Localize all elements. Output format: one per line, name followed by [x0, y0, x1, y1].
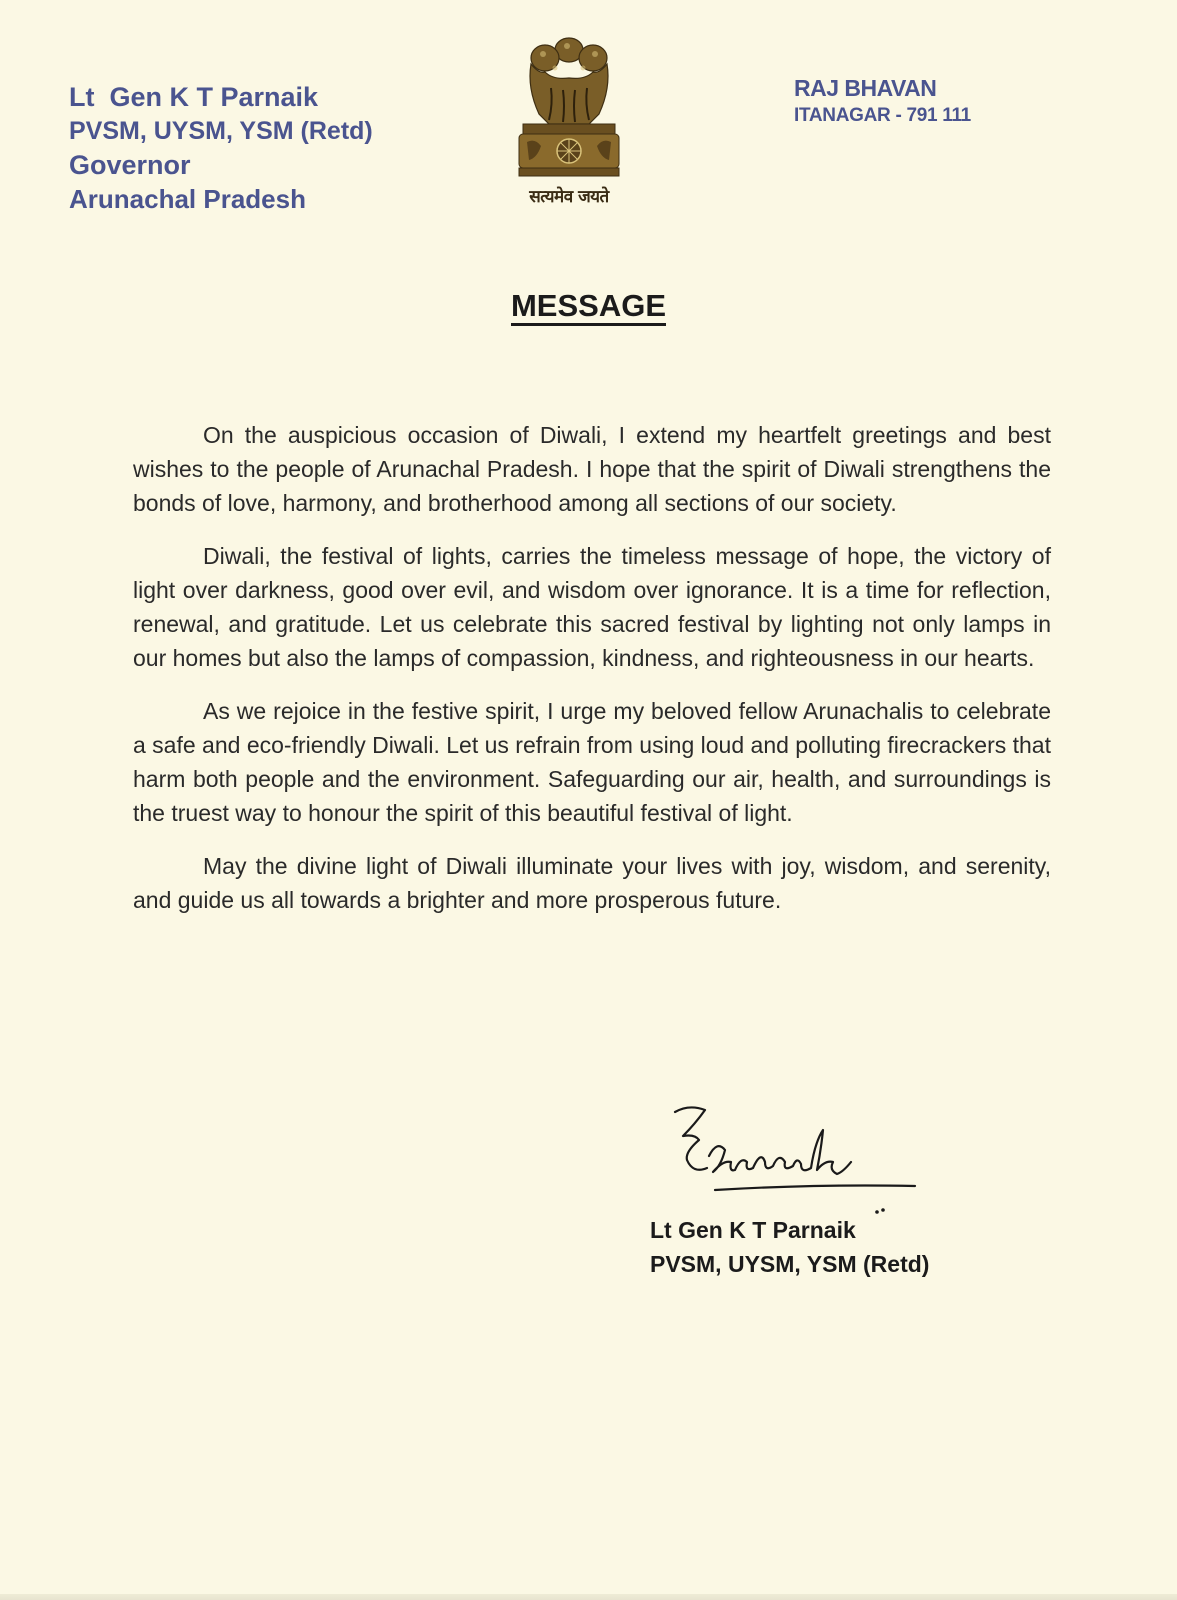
page-bottom-edge: [0, 1594, 1177, 1600]
sender-state: Arunachal Pradesh: [69, 184, 306, 214]
message-title: MESSAGE: [511, 288, 666, 326]
message-paragraph: May the divine light of Diwali illuminate your lives with joy, wisdom, and serenity, and guide us all towards a brighter and more prosperous future.: [133, 853, 1051, 913]
message-title-container: [0, 288, 1177, 324]
message-body: [133, 418, 1051, 936]
message-paragraph: Diwali, the festival of lights, carries the timeless message of hope, the victory of light over darkness, good over evil, and wisdom over ignorance. It is a time for reflection, renewal, and gratitude. Let us celebrate this sacred festival by lighting not only lamps in our homes but also the lamps of compassion, kindness, and righteousness in our hearts.: [133, 543, 1051, 671]
signatory-name: Lt Gen K T Parnaik: [650, 1217, 856, 1243]
message-paragraph: As we rejoice in the festive spirit, I urge my beloved fellow Arunachalis to celebrate a safe and eco-friendly Diwali. Let us refrain from using loud and polluting firecrackers that harm both people and the environment. Safeguarding our air, health, and surroundings is the truest way to honour the spirit of this beautiful festival of light.: [133, 698, 1051, 826]
letterhead-office: [794, 73, 971, 129]
letterhead-sender: [69, 80, 373, 216]
signatory-decorations: PVSM, UYSM, YSM (Retd): [650, 1251, 930, 1277]
office-name: RAJ BHAVAN: [794, 75, 937, 101]
signatory-block: [650, 1213, 929, 1281]
sender-designation: Governor: [69, 150, 191, 180]
office-address: ITANAGAR - 791 111: [794, 105, 971, 126]
message-paragraph: On the auspicious occasion of Diwali, I extend my heartfelt greetings and best wishes to the people of Arunachal Pradesh. I hope that the spirit of Diwali strengthens the bonds of love, harmony, and brotherhood among all sections of our society.: [133, 422, 1051, 516]
sender-decorations: PVSM, UYSM, YSM (Retd): [69, 117, 373, 145]
emblem-motto: सत्यमेव जयते: [529, 187, 609, 207]
sender-name: Lt Gen K T Parnaik: [69, 82, 319, 112]
handwritten-signature: [665, 1100, 925, 1230]
